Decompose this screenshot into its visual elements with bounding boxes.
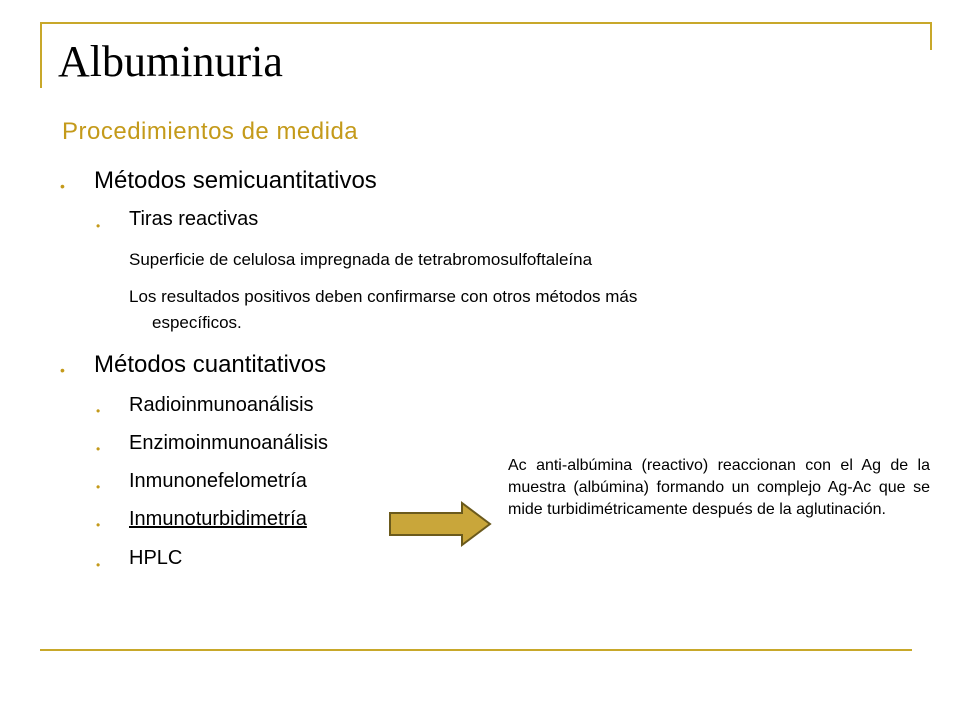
explanation-note: Ac anti-albúmina (reactivo) reaccionan con el Ag de la muestra (albúmina) formando un complejo Ag-Ac que se mide turbidimétricamente después de la aglutinación. [508,457,930,518]
detail-line: Los resultados positivos deben confirmarse con otros métodos más [129,287,638,306]
list-item-tiras-reactivas: Tiras reactivas [129,208,259,230]
section-heading-semicuantitativos: Métodos semicuantitativos [94,167,377,194]
list-item: Enzimoinmunoanálisis [129,432,328,454]
section-heading-cuantitativos: Métodos cuantitativos [94,351,327,378]
bullet-icon: • [96,518,101,532]
right-rule [930,22,932,50]
list-item: HPLC [129,547,183,569]
detail-line-continuation: específicos. [152,313,242,332]
bullet-icon: • [96,442,101,456]
list-item: Radioinmunoanálisis [129,394,314,416]
bullet-icon: • [96,558,101,572]
left-rule [40,22,42,88]
bottom-rule [40,649,912,651]
bullet-icon: • [96,480,101,494]
right-arrow-icon [388,501,492,547]
bullet-icon: • [60,178,65,194]
bullet-icon: • [96,404,101,418]
bullet-icon: • [60,362,65,378]
slide-title: Albuminuria [58,37,283,86]
bullet-icon: • [96,219,101,233]
slide-subtitle: Procedimientos de medida [62,118,359,145]
list-item: Inmunonefelometría [129,470,307,492]
detail-line: Superficie de celulosa impregnada de tetrabromosulfoftaleína [129,250,593,269]
top-rule [40,22,932,24]
list-item-inmunoturbidimetria: Inmunoturbidimetría [129,508,307,530]
